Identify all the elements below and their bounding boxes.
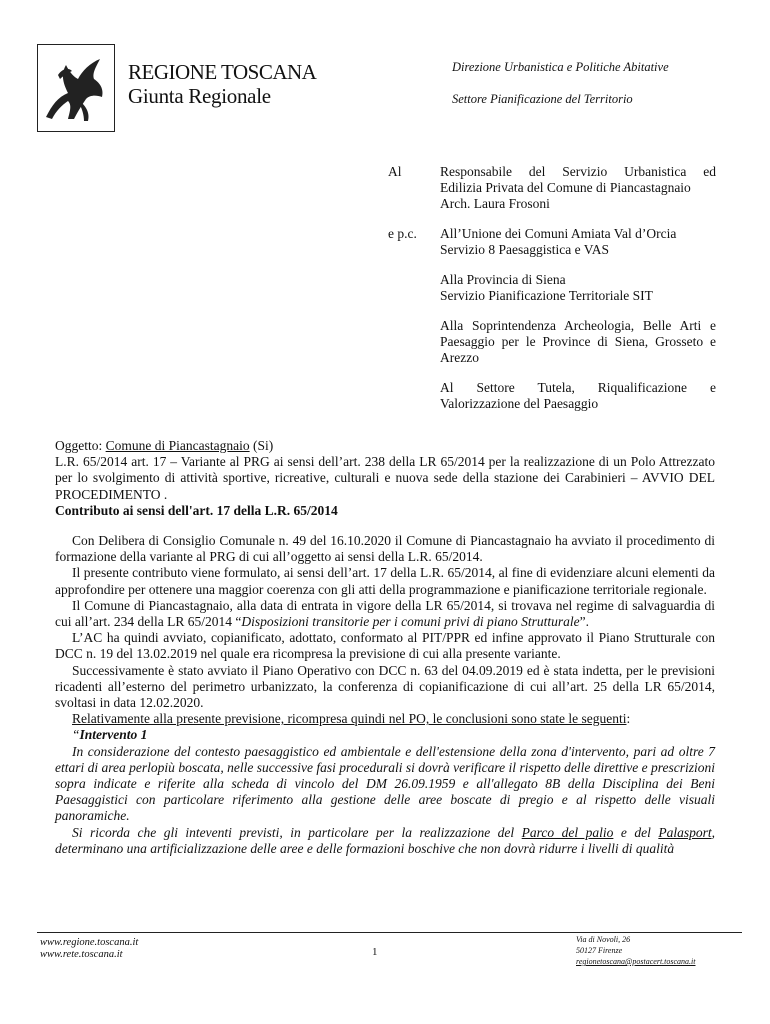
intervention-title: Intervento 1 [79, 727, 148, 743]
subject-comune-suffix: (Si) [249, 438, 274, 453]
org-name: REGIONE TOSCANA [128, 60, 317, 84]
paragraph-text: ”. [579, 614, 589, 630]
subject-block [55, 438, 715, 519]
paragraph: Il presente contributo viene formulato, ai sensi dell’art. 17 della L.R. 65/2014, al fine di evidenziare alcuni elementi da approfondire per ottenere una maggior coerenza con gli atti della programmazione e pianificazione territoriale regionale. [55, 565, 715, 597]
recipient-line: Alla Provincia di Siena [440, 272, 566, 287]
recipient-line: Servizio 8 Paesaggistica e VAS [440, 242, 609, 257]
footer-divider [37, 932, 742, 933]
paragraph-text: Parco del palio [521, 824, 614, 840]
paragraph [55, 727, 715, 743]
subject-text: L.R. 65/2014 art. 17 – Variante al PRG ai sensi dell’art. 238 della LR 65/2014 per la realizzazione di un Polo Attrezzato per lo svolgimento di attività sportive, ricreative, culturali e nuova sede della stazione dei Carabinieri – AVVIO DEL PROCEDIMENTO . [55, 454, 715, 502]
recipient-main [440, 164, 716, 212]
al-label: Al [388, 164, 402, 179]
recipient-line: Arch. Laura Frosoni [440, 196, 550, 211]
recipient-epc-4 [440, 380, 716, 412]
org-subtitle: Giunta Regionale [128, 84, 271, 108]
paragraph-quote: Disposizioni transitorie per i comuni privi di piano Strutturale [241, 614, 580, 630]
page-number: 1 [372, 946, 378, 958]
recipient-epc-2 [440, 272, 716, 304]
paragraph-text: Il Comune di Piancastagnaio, alla data di entrata in vigore della LR 65/2014, si trovava nel regime di salvaguardia di cui all’art. 234 della LR 65/2014 “ [55, 597, 715, 630]
paragraph-text: Relativamente alla presente previsione, ricompresa quindi nel PO, le conclusioni sono state le seguenti [72, 711, 627, 727]
paragraph: Con Delibera di Consiglio Comunale n. 49 del 16.10.2020 il Comune di Piancastagnaio ha avviato il procedimento di formazione della variante al PRG di cui all’oggetto ai sensi della L.R. 65/2014. [55, 533, 715, 565]
subject-comune: Comune di Piancastagnaio [105, 438, 250, 453]
recipient-line: Valorizzazione del Paesaggio [440, 396, 599, 411]
paragraph-text: e del [613, 824, 659, 840]
footer-address-2: 50127 Firenze [576, 946, 623, 955]
paragraph-text: Palasport [658, 824, 712, 840]
epc-label: e p.c. [388, 226, 417, 241]
recipient-line: All’Unione dei Comuni Amiata Val d’Orcia [440, 226, 677, 241]
footer-web-1: www.regione.toscana.it [40, 937, 139, 948]
paragraph: In considerazione del contesto paesaggistico ed ambientale e dell'estensione della zona d'intervento, pari ad oltre 7 ettari di area perlopiù boscata, nelle successive fasi procedurali si dovrà verificare il rispetto delle direttive e prescrizioni sopra indicate e riferite alla scheda di vincolo del DM 26.09.1959 e all'allegato 8B della Disciplina dei Beni Paesaggistici con particolare riferimento alla gestione delle aree boscate di pregio e al rispetto delle visuali panoramiche. [55, 743, 715, 824]
paragraph [55, 711, 715, 727]
paragraph: L’AC ha quindi avviato, copianificato, adottato, conformato al PIT/PPR ed infine approvato il Piano Strutturale con DCC n. 19 del 13.02.2019 nel quale era ricompresa la previsione di cui alla presente variante. [55, 630, 715, 662]
paragraph-text: : [626, 711, 631, 727]
recipient-line: Alla Soprintendenza Archeologia, Belle Arti e [440, 318, 716, 333]
recipient-epc-1 [440, 226, 716, 258]
footer-email: regionetoscana@postacert.toscana.it [576, 957, 696, 966]
recipient-line: Responsabile del Servizio Urbanistica ed [440, 164, 716, 179]
settore-label: Settore Pianificazione del Territorio [452, 92, 633, 106]
subject-label: Oggetto: [55, 438, 106, 453]
recipient-line: Servizio Pianificazione Territoriale SIT [440, 288, 653, 303]
paragraph [55, 825, 715, 857]
recipient-line: Arezzo [440, 350, 479, 365]
regione-toscana-logo [37, 44, 115, 132]
paragraph: Successivamente è stato avviato il Piano Operativo con DCC n. 63 del 04.09.2019 ed è stata indetta, per le previsioni ricadenti all’esterno del perimetro urbanizzato, la conferenza di copianificazione di cui all’art. 25 della LR 65/2014, svoltasi in data 12.02.2020. [55, 662, 715, 711]
footer-address-1: Via di Novoli, 26 [576, 935, 631, 944]
quote-mark: “ [72, 727, 80, 743]
recipient-line: Edilizia Privata del Comune di Piancastagnaio [440, 180, 691, 195]
footer-web-2: www.rete.toscana.it [40, 949, 123, 960]
pegasus-emblem-icon [38, 45, 114, 131]
recipient-epc-3 [440, 318, 716, 366]
paragraph-text: Si ricorda che gli inteventi previsti, in particolare per la realizzazione del [72, 824, 522, 840]
direzione-label: Direzione Urbanistica e Politiche Abitative [452, 60, 669, 74]
recipient-line: Paesaggio per le Province di Siena, Grosseto e [440, 334, 716, 349]
paragraph-text: , determinano una artificializzazione delle aree e delle formazioni boschive che non dovrà ridurre i livelli di qualità [55, 824, 715, 856]
recipient-line: Al Settore Tutela, Riqualificazione e [440, 380, 716, 395]
subject-contributo: Contributo ai sensi dell'art. 17 della L.R. 65/2014 [55, 502, 338, 518]
paragraph [55, 598, 715, 630]
letter-body [55, 533, 715, 857]
